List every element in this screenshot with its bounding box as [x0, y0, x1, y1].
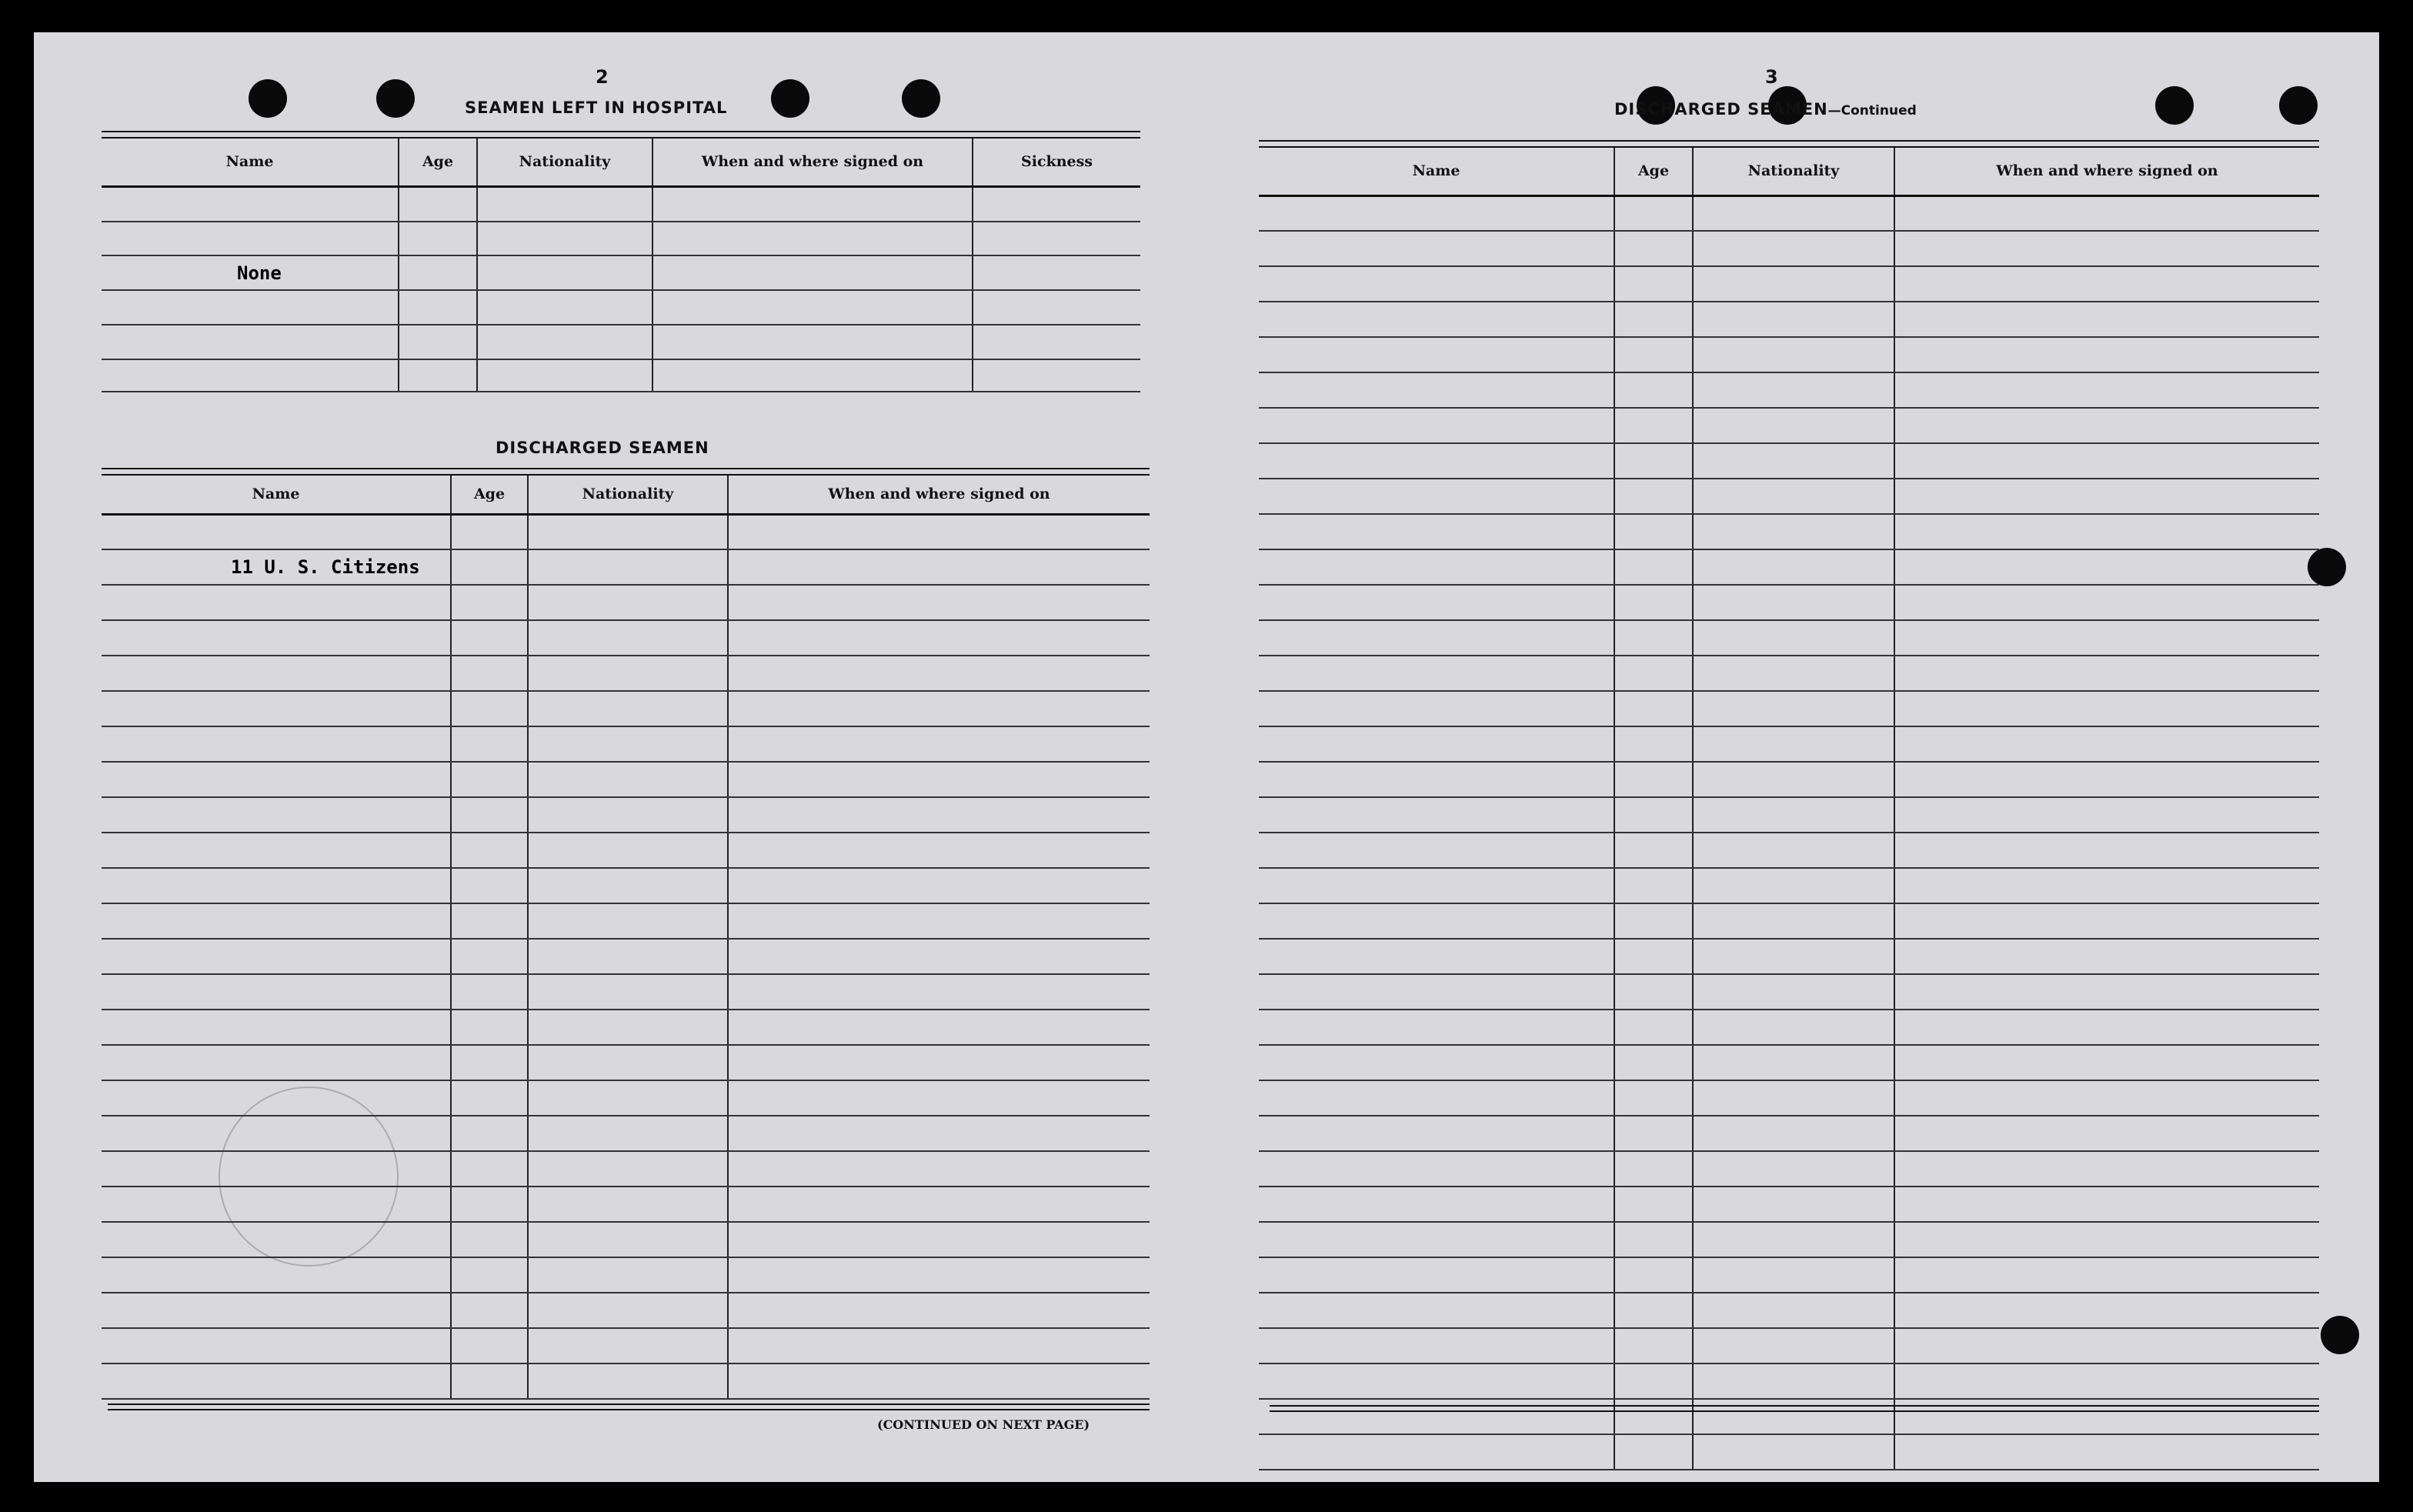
- column-header-signed-on: When and where signed on: [1894, 148, 2319, 195]
- table-row: [1259, 1116, 2319, 1151]
- table-row: [102, 325, 1140, 359]
- table-row: [102, 186, 1140, 222]
- table-row: [102, 1363, 1150, 1399]
- column-header-signed-on: When and where signed on: [652, 139, 973, 186]
- table-row: [102, 797, 1150, 833]
- table-row: [1259, 1399, 2319, 1434]
- table-row: [102, 868, 1150, 903]
- column-header-nationality: Nationality: [528, 476, 728, 514]
- table-row: [1259, 833, 2319, 868]
- table-row: [1259, 479, 2319, 514]
- discharged-continued-table: [1259, 148, 2319, 1470]
- table-row: [102, 1187, 1150, 1222]
- table-header-row: [1259, 148, 2319, 195]
- table-row: [1259, 797, 2319, 833]
- punch-hole: [2155, 86, 2194, 125]
- continued-table-rule: [1259, 140, 2319, 148]
- table-row: [102, 833, 1150, 868]
- table-row: [1259, 974, 2319, 1010]
- table-row: [102, 1116, 1150, 1151]
- punch-hole: [2321, 1316, 2359, 1354]
- table-row: [102, 656, 1150, 691]
- column-header-age: Age: [1614, 148, 1693, 195]
- table-row: [102, 903, 1150, 939]
- title-suffix: —Continued: [1827, 103, 1917, 118]
- punch-hole: [2279, 86, 2318, 125]
- page-number: 2: [596, 66, 609, 88]
- table-row: [102, 1045, 1150, 1080]
- table-row: [1259, 1363, 2319, 1399]
- table-row: [1259, 443, 2319, 479]
- table-row: [1259, 1293, 2319, 1328]
- table-row: [102, 1257, 1150, 1293]
- table-row: [1259, 337, 2319, 372]
- table-row: [102, 939, 1150, 974]
- table-row: [102, 359, 1140, 392]
- table-row: [1259, 656, 2319, 691]
- table-row: [1259, 939, 2319, 974]
- table-row: [1259, 302, 2319, 337]
- table-row: [102, 514, 1150, 549]
- table-row: [1259, 1222, 2319, 1257]
- discharged-table: [102, 476, 1150, 1400]
- table-row: [102, 762, 1150, 797]
- table-row: [1259, 1187, 2319, 1222]
- document-sheet: [34, 32, 2379, 1482]
- page-number: 3: [1765, 66, 1778, 88]
- punch-hole: [771, 79, 809, 118]
- hospital-table-rule: [102, 131, 1140, 139]
- table-row: [102, 255, 1140, 290]
- column-header-name: Name: [1259, 148, 1614, 195]
- table-row: [102, 290, 1140, 325]
- title-main: DISCHARGED SEAMEN: [1614, 100, 1828, 118]
- table-row: [1259, 1010, 2319, 1045]
- table-row: [1259, 195, 2319, 231]
- table-row: [1259, 1434, 2319, 1470]
- table-row: [1259, 408, 2319, 443]
- table-row: [102, 1293, 1150, 1328]
- continued-table-bottom-rule: [1270, 1405, 2319, 1412]
- table-row: [102, 1222, 1150, 1257]
- table-row: [1259, 585, 2319, 620]
- table-row: [1259, 726, 2319, 762]
- table-row: [1259, 514, 2319, 549]
- column-header-name: Name: [102, 476, 451, 514]
- table-row: [1259, 691, 2319, 726]
- column-header-age: Age: [399, 139, 477, 186]
- hospital-entry: None: [102, 255, 399, 290]
- table-row: [1259, 762, 2319, 797]
- column-header-nationality: Nationality: [1693, 148, 1894, 195]
- table-row: [1259, 903, 2319, 939]
- hospital-section-title: SEAMEN LEFT IN HOSPITAL: [465, 98, 728, 117]
- table-row: [1259, 372, 2319, 408]
- table-row: [1259, 1328, 2319, 1363]
- discharged-continued-title: [1614, 100, 1917, 118]
- table-row: [102, 691, 1150, 726]
- table-row: [1259, 620, 2319, 656]
- table-row: [102, 585, 1150, 620]
- punch-hole: [902, 79, 940, 118]
- hospital-table: [102, 139, 1140, 392]
- table-row: [1259, 549, 2319, 585]
- table-row: [102, 222, 1140, 255]
- column-header-signed-on: When and where signed on: [728, 476, 1150, 514]
- continued-note: (CONTINUED ON NEXT PAGE): [877, 1417, 1090, 1432]
- discharged-section-title: DISCHARGED SEAMEN: [496, 439, 709, 457]
- discharged-table-bottom-rule: [108, 1404, 1150, 1410]
- table-header-row: [102, 476, 1150, 514]
- table-row: [102, 1328, 1150, 1363]
- discharged-entry: 11 U. S. Citizens: [102, 549, 451, 585]
- table-row: [102, 1010, 1150, 1045]
- table-row: [102, 620, 1150, 656]
- table-row: [1259, 1257, 2319, 1293]
- table-row: [102, 974, 1150, 1010]
- punch-hole: [249, 79, 287, 118]
- table-row: [102, 1151, 1150, 1187]
- table-row: [1259, 868, 2319, 903]
- table-row: [102, 726, 1150, 762]
- punch-hole: [376, 79, 415, 118]
- column-header-name: Name: [102, 139, 399, 186]
- table-row: [1259, 1080, 2319, 1116]
- table-header-row: [102, 139, 1140, 186]
- table-row: [1259, 266, 2319, 302]
- table-row: [102, 1080, 1150, 1116]
- column-header-age: Age: [451, 476, 528, 514]
- discharged-table-rule: [102, 468, 1150, 476]
- table-row: [102, 549, 1150, 585]
- table-row: [1259, 231, 2319, 266]
- column-header-nationality: Nationality: [477, 139, 652, 186]
- column-header-sickness: Sickness: [973, 139, 1140, 186]
- table-row: [1259, 1151, 2319, 1187]
- table-row: [1259, 1045, 2319, 1080]
